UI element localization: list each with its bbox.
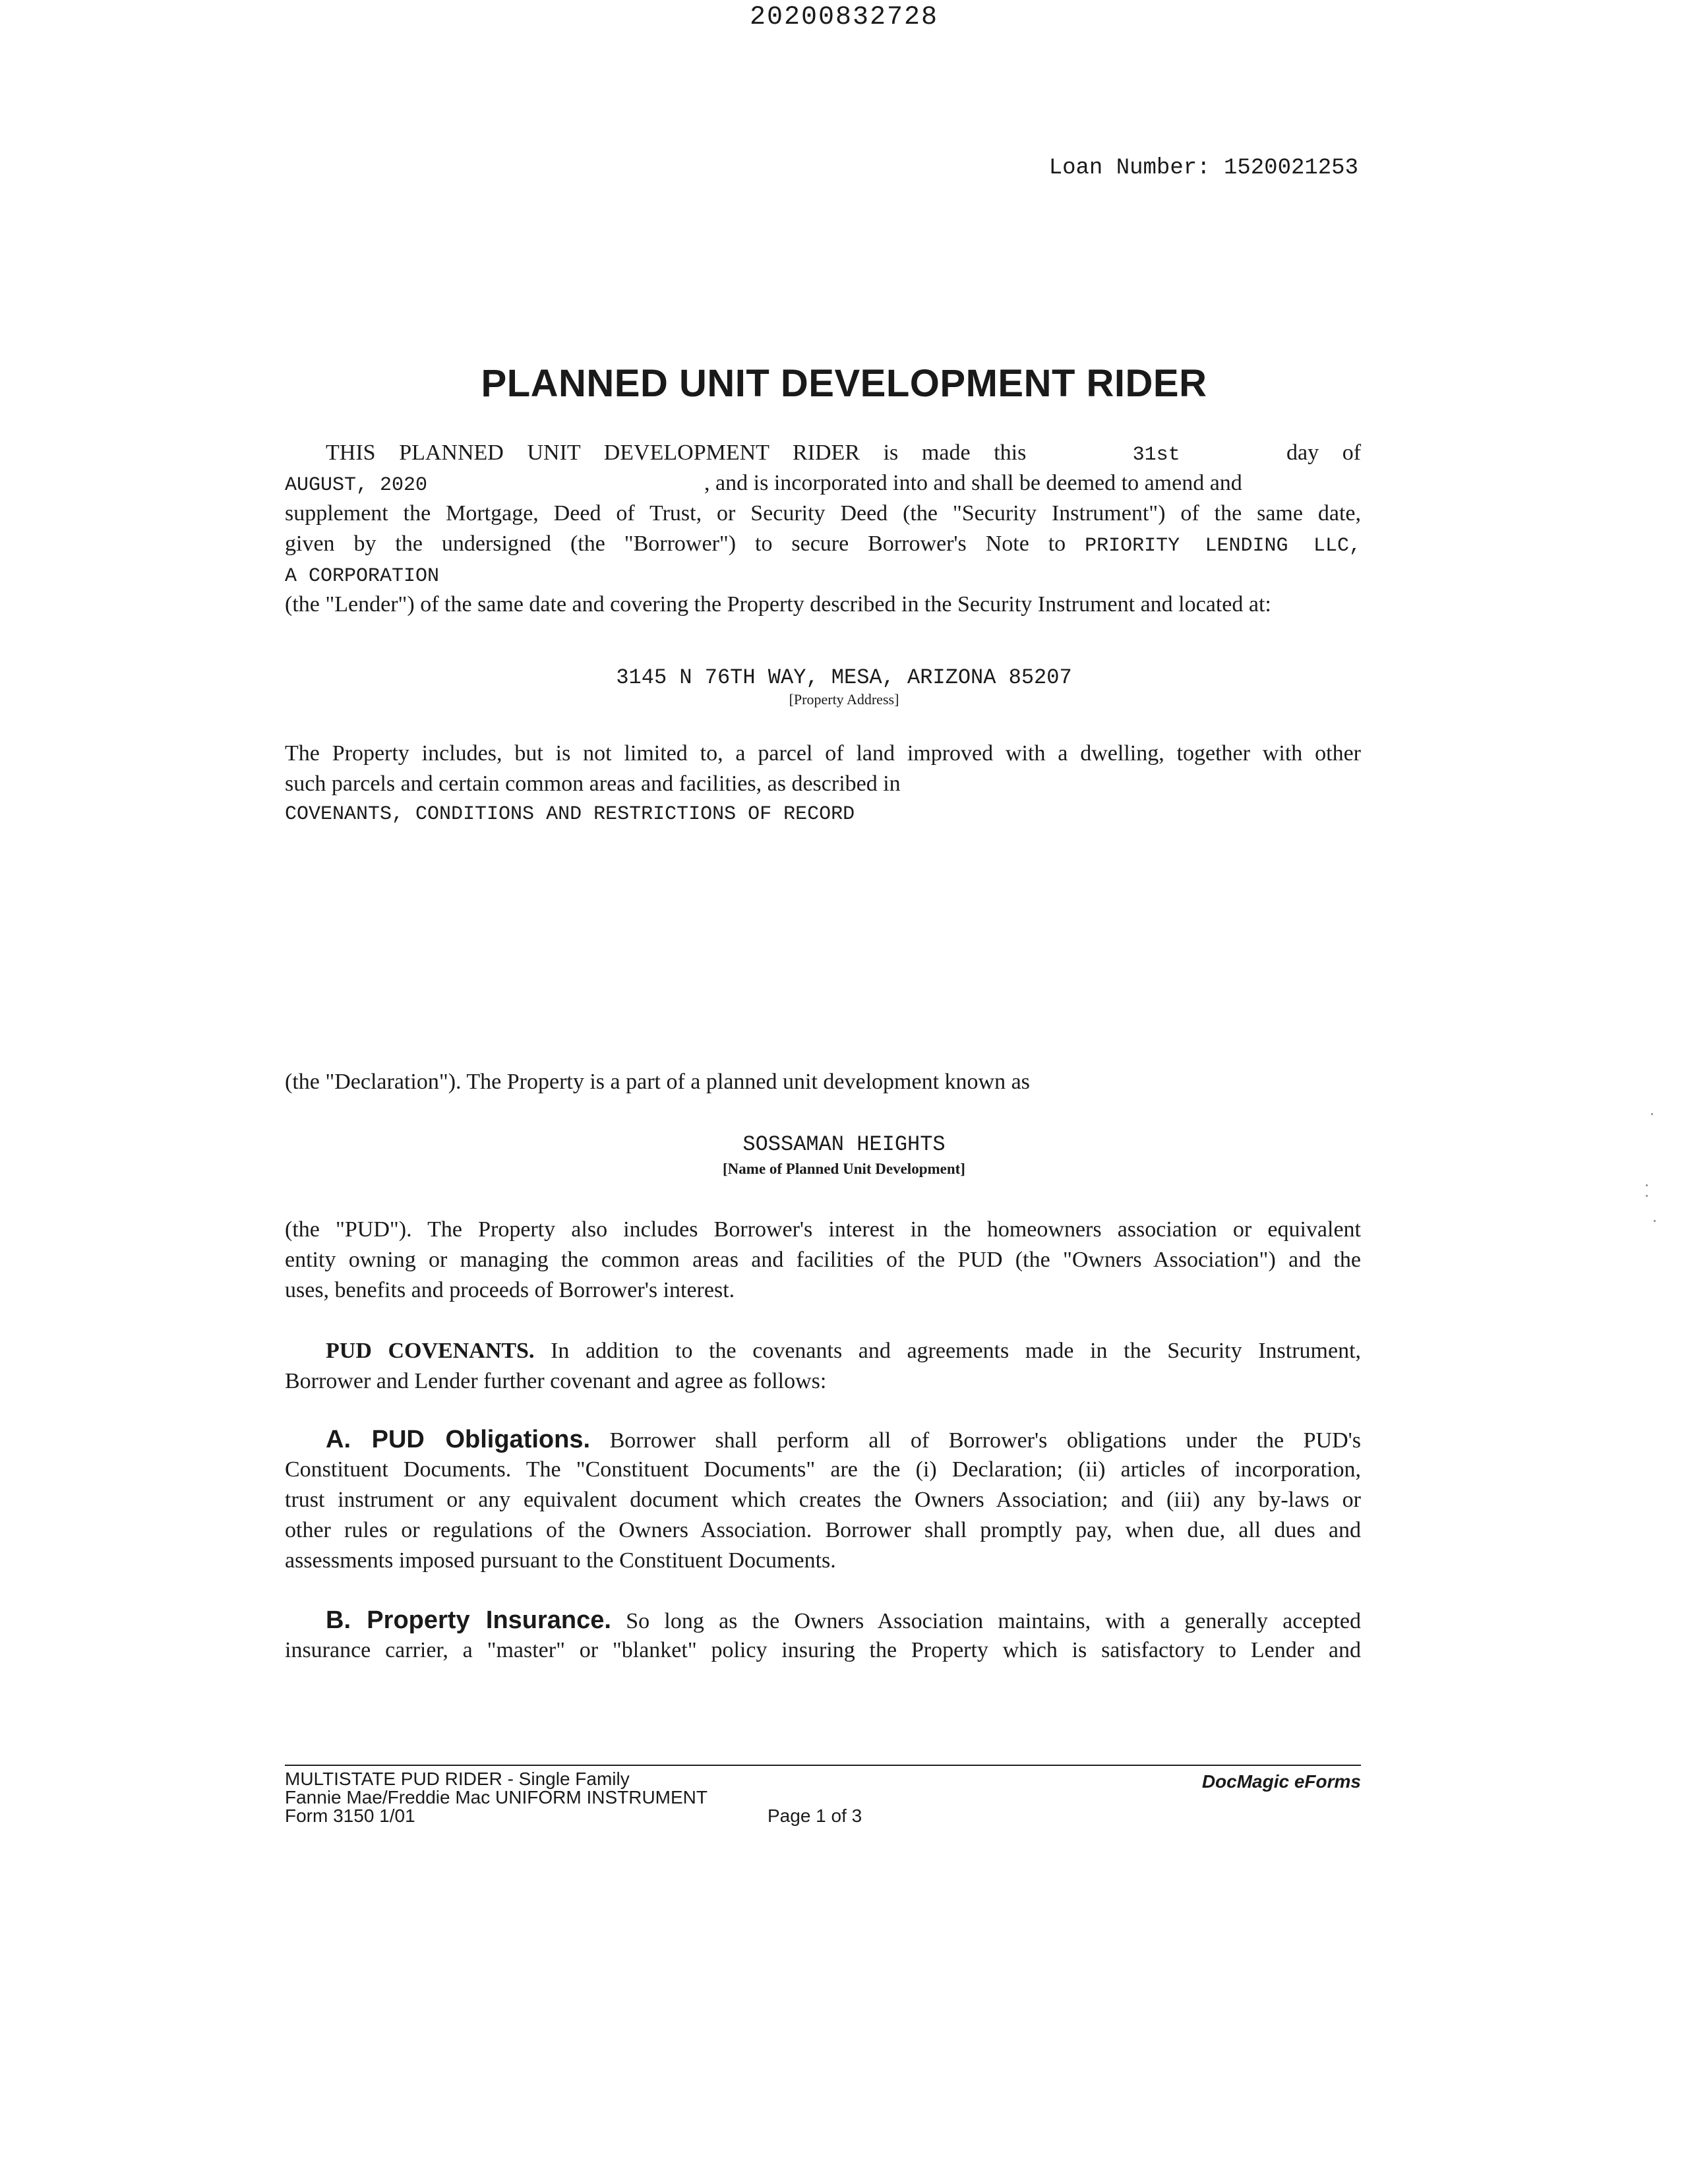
pud-line-3: uses, benefits and proceeds of Borrower's interest.	[285, 1278, 735, 1302]
scan-speck	[1646, 1184, 1648, 1186]
intro-text-1a: THIS PLANNED UNIT DEVELOPMENT RIDER is made this	[326, 440, 1027, 465]
section-b-text-1: So long as the Owners Association maintains, with a generally accepted	[626, 1609, 1361, 1633]
section-a-line-1	[285, 1424, 1361, 1455]
docmagic-logo: DocMagic eForms	[1201, 1771, 1361, 1792]
section-b-line-2: insurance carrier, a "master" or "blanket" policy insuring the Property which is satisfactory to Lender and	[285, 1638, 1361, 1662]
intro-text-2: , and is incorporated into and shall be deemed to amend and	[704, 471, 1242, 495]
covenants-heading: PUD COVENANTS.	[326, 1339, 535, 1363]
section-a-line-2: Constituent Documents. The "Constituent Documents" are the (i) Declaration; (ii) articles of incorporation,	[285, 1457, 1361, 1482]
section-a-line-5: assessments imposed pursuant to the Constituent Documents.	[285, 1548, 836, 1573]
property-description	[285, 739, 1361, 830]
covenants-line-2: Borrower and Lender further covenant and agree as follows:	[285, 1369, 827, 1393]
section-b-heading: B. Property Insurance.	[326, 1606, 611, 1634]
pud-name: SOSSAMAN HEIGHTS	[742, 1132, 946, 1157]
rider-day-field: 31st	[1132, 444, 1180, 466]
scan-speck	[1654, 1220, 1656, 1222]
intro-line-2	[285, 468, 1361, 499]
page-title: PLANNED UNIT DEVELOPMENT RIDER	[481, 362, 1207, 405]
declaration-line: (the "Declaration"). The Property is a part of a planned unit development known as	[285, 1070, 1030, 1094]
pud-name-block	[0, 1132, 1688, 1178]
scan-speck	[1646, 1195, 1648, 1197]
pud-line-1: (the "PUD"). The Property also includes Borrower's interest in the homeowners association or equivalent	[285, 1217, 1361, 1242]
property-address-block	[0, 665, 1688, 708]
footer-rule	[285, 1765, 1361, 1766]
footer-form-info	[285, 1770, 708, 1825]
footer-line-2: Fannie Mae/Freddie Mac UNIFORM INSTRUMENT	[285, 1787, 708, 1807]
section-a-line-4: other rules or regulations of the Owners Association. Borrower shall promptly pay, when due, all dues and	[285, 1518, 1361, 1542]
lender-name-line-1: PRIORITY LENDING LLC,	[1085, 535, 1361, 557]
pud-line-2: entity owning or managing the common areas and facilities of the PUD (the "Owners Association") and the	[285, 1248, 1361, 1272]
intro-line-5	[285, 559, 1361, 590]
intro-line-1	[285, 438, 1361, 468]
lender-name-line-2: A CORPORATION	[285, 565, 440, 588]
declaration-paragraph	[285, 1067, 1361, 1097]
covenants-text-1: In addition to the covenants and agreements made in the Security Instrument,	[551, 1339, 1362, 1363]
page-number: Page 1 of 3	[768, 1805, 862, 1826]
section-b	[285, 1605, 1361, 1666]
loan-number-value: 1520021253	[1223, 156, 1358, 181]
declaration-document-name: COVENANTS, CONDITIONS AND RESTRICTIONS OF RECORD	[285, 803, 855, 826]
property-desc-line-2: such parcels and certain common areas and facilities, as described in	[285, 772, 901, 796]
loan-number-label: Loan Number:	[1048, 156, 1211, 181]
loan-number	[1049, 156, 1358, 181]
section-a	[285, 1424, 1361, 1576]
footer-line-1: MULTISTATE PUD RIDER - Single Family	[285, 1769, 630, 1789]
section-b-line-1	[285, 1605, 1361, 1635]
footer-line-3: Form 3150 1/01	[285, 1805, 415, 1826]
intro-line-3: supplement the Mortgage, Deed of Trust, or Security Deed (the "Security Instrument") of the same date,	[285, 501, 1361, 526]
section-a-heading: A. PUD Obligations.	[326, 1426, 591, 1453]
intro-paragraph	[285, 438, 1361, 620]
intro-line-4	[285, 529, 1361, 559]
pud-paragraph	[285, 1215, 1361, 1306]
property-desc-line-1: The Property includes, but is not limited to, a parcel of land improved with a dwelling, together with other	[285, 741, 1361, 766]
covenants-line-1	[285, 1336, 1361, 1366]
intro-text-4: given by the undersigned (the "Borrower") to secure Borrower's Note to	[285, 531, 1066, 556]
recording-number: 20200832728	[749, 3, 939, 32]
intro-text-1b: day of	[1286, 440, 1362, 465]
scan-speck	[1651, 1113, 1653, 1115]
rider-month-year-field: AUGUST, 2020	[285, 474, 428, 497]
intro-line-6: (the "Lender") of the same date and covering the Property described in the Security Instrument and located at:	[285, 592, 1271, 617]
section-a-text-1: Borrower shall perform all of Borrower's obligations under the PUD's	[609, 1428, 1362, 1453]
pud-name-caption: [Name of Planned Unit Development]	[723, 1161, 965, 1177]
property-address: 3145 N 76TH WAY, MESA, ARIZONA 85207	[616, 665, 1072, 690]
covenants-paragraph	[285, 1336, 1361, 1397]
section-a-line-3: trust instrument or any equivalent document which creates the Owners Association; and (iii) any by-laws or	[285, 1488, 1361, 1512]
property-address-caption: [Property Address]	[789, 691, 899, 708]
